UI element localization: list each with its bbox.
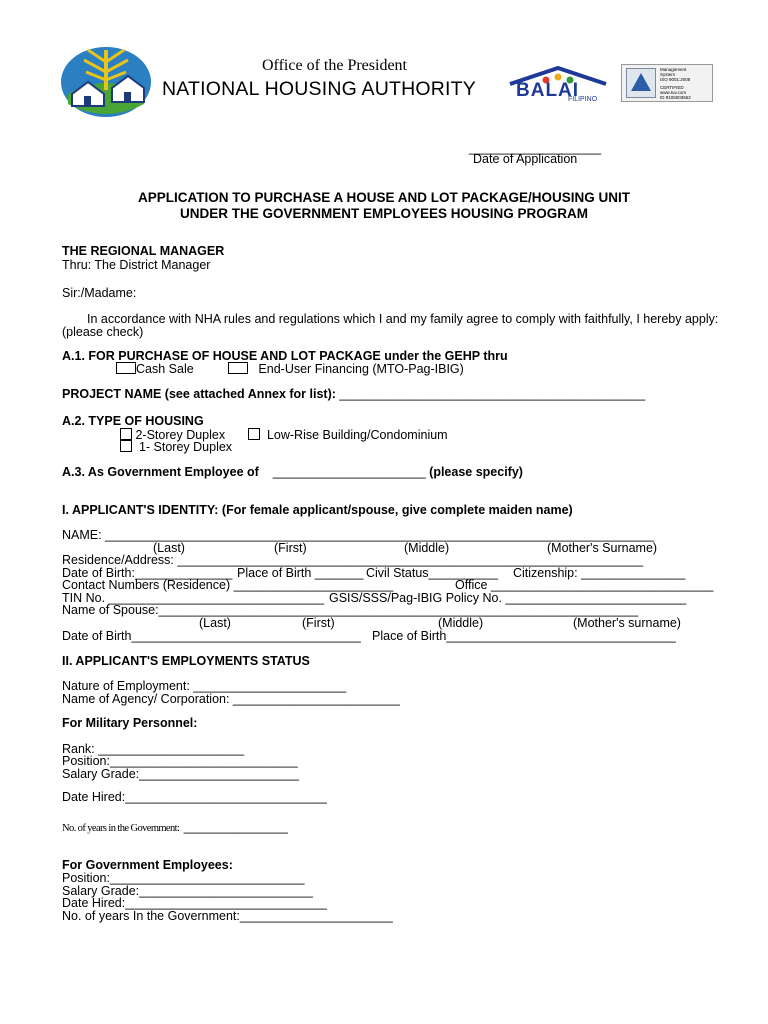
military-salary-grade-field[interactable]: Salary Grade:_______________________: [62, 767, 300, 781]
name-col-first: (First): [274, 541, 307, 555]
a3-field[interactable]: ______________________: [272, 465, 426, 479]
military-date-hired-field[interactable]: Date Hired:_____________________________: [62, 790, 327, 804]
cash-sale-label: Cash Sale: [136, 362, 194, 376]
contact-residence-field[interactable]: Contact Numbers (Residence) _______________________: [62, 578, 394, 592]
a2-lowrise-option[interactable]: [248, 428, 448, 442]
spouse-col-first: (First): [302, 616, 335, 630]
thru-line: Thru: The District Manager: [62, 258, 211, 272]
tuv-mark-icon: [626, 68, 656, 98]
lowrise-label: Low-Rise Building/Condominium: [266, 428, 448, 442]
balai-logo: [506, 66, 610, 106]
agency-name-field[interactable]: Name of Agency/ Corporation: ________________________: [62, 692, 400, 706]
project-name-field[interactable]: ____________________________________________: [339, 387, 646, 401]
military-years-field[interactable]: _______________: [183, 820, 289, 834]
a3-label: A.3. As Government Employee of: [62, 465, 259, 479]
name-field[interactable]: NAME: _______________________________________________________________________________: [62, 528, 655, 542]
project-name-label: PROJECT NAME (see attached Annex for list):: [62, 387, 336, 401]
agency-name: NATIONAL HOUSING AUTHORITY: [162, 78, 476, 100]
iso-certification-badge: [621, 64, 713, 102]
military-rank-field[interactable]: Rank: _____________________: [62, 742, 245, 756]
name-col-mother: (Mother's Surname): [547, 541, 658, 555]
end-user-financing-checkbox[interactable]: [228, 362, 248, 374]
civil-status-field[interactable]: Civil Status__________: [366, 566, 499, 580]
military-years-row: [62, 818, 288, 836]
date-of-application-label: Date of Application: [473, 152, 578, 166]
spouse-dob-field[interactable]: Date of Birth_________________________________: [62, 629, 361, 643]
date-of-application-line[interactable]: ___________________: [469, 141, 602, 155]
lowrise-checkbox[interactable]: [248, 428, 260, 440]
a2-1storey-option[interactable]: [120, 440, 232, 454]
cash-sale-checkbox[interactable]: [116, 362, 136, 374]
pob-field[interactable]: Place of Birth _______: [237, 566, 364, 580]
gov-date-hired-field[interactable]: Date Hired:_____________________________: [62, 896, 327, 910]
dob-field[interactable]: Date of Birth:______________: [62, 566, 233, 580]
military-years-label: No. of years in the Government:: [62, 823, 180, 834]
gov-years-field[interactable]: No. of years In the Government:______________________: [62, 909, 393, 923]
gov-position-field[interactable]: Position:____________________________: [62, 871, 305, 885]
cert-l2: ISO 9001:2008: [660, 77, 691, 82]
salutation: Sir:/Madame:: [62, 286, 137, 300]
form-title-line2: UNDER THE GOVERNMENT EMPLOYEES HOUSING PROGRAM: [179, 206, 589, 221]
contact-office-field[interactable]: Office ________________________________: [455, 578, 714, 592]
cert-l4: CERTIFIED: [660, 85, 684, 90]
a1-end-user-option[interactable]: [228, 362, 464, 376]
military-heading: For Military Personnel:: [62, 716, 198, 730]
form-title-line1: APPLICATION TO PURCHASE A HOUSE AND LOT PACKAGE/HOUSING UNIT: [137, 190, 631, 205]
spouse-col-middle: (Middle): [438, 616, 484, 630]
project-name-row: [62, 387, 645, 401]
a3-suffix: (please specify): [429, 465, 523, 479]
gsis-field[interactable]: GSIS/SSS/Pag-IBIG Policy No. __________________________: [329, 591, 687, 605]
spouse-col-last: (Last): [199, 616, 231, 630]
balai-word: BALAI: [516, 80, 580, 101]
a2-heading: A.2. TYPE OF HOUSING: [62, 414, 204, 428]
a1-cash-sale-option[interactable]: [116, 362, 194, 376]
1storey-duplex-checkbox[interactable]: [120, 440, 132, 452]
name-col-last: (Last): [153, 541, 185, 555]
cert-l1: System: [660, 72, 676, 77]
cert-l6: ID 9105003652: [660, 95, 691, 100]
office-heading: Office of the President: [262, 57, 407, 74]
nha-logo: [58, 42, 154, 120]
intro-line1: In accordance with NHA rules and regulations which I and my family agree to comply with faithfully, I hereby apply:: [87, 312, 719, 326]
cert-l5: www.tuv.com: [660, 90, 687, 95]
section2-heading: II. APPLICANT'S EMPLOYMENTS STATUS: [62, 654, 310, 668]
residence-field[interactable]: Residence/Address: ___________________________________________________________________: [62, 553, 644, 567]
cert-l0: Management: [660, 67, 687, 72]
intro-line2: (please check): [62, 325, 144, 339]
gov-salary-grade-field[interactable]: Salary Grade:_________________________: [62, 884, 313, 898]
military-position-field[interactable]: Position:___________________________: [62, 754, 298, 768]
end-user-financing-label: End-User Financing (MTO-Pag-IBIG): [258, 362, 464, 376]
section1-heading: I. APPLICANT'S IDENTITY: (For female applicant/spouse, give complete maiden name): [62, 503, 573, 517]
name-col-middle: (Middle): [404, 541, 450, 555]
a3-row: [62, 465, 523, 479]
spouse-name-field[interactable]: Name of Spouse:_____________________________________________________________________: [62, 603, 639, 617]
addressee: THE REGIONAL MANAGER: [62, 244, 225, 258]
tin-field[interactable]: TIN No. _______________________________: [62, 591, 325, 605]
nature-of-employment-field[interactable]: Nature of Employment: ______________________: [62, 679, 347, 693]
spouse-pob-field[interactable]: Place of Birth_________________________________: [372, 629, 676, 643]
2storey-duplex-label: 2-Storey Duplex: [135, 428, 226, 442]
a1-heading: A.1. FOR PURCHASE OF HOUSE AND LOT PACKAGE under the GEHP thru: [62, 349, 508, 363]
government-heading: For Government Employees:: [62, 858, 233, 872]
1storey-duplex-label: 1- Storey Duplex: [138, 440, 233, 454]
citizenship-field[interactable]: Citizenship: _______________: [513, 566, 686, 580]
2storey-duplex-checkbox[interactable]: [120, 428, 132, 440]
balai-sub: FILIPINO: [568, 96, 598, 103]
spouse-col-mother: (Mother's surname): [573, 616, 681, 630]
